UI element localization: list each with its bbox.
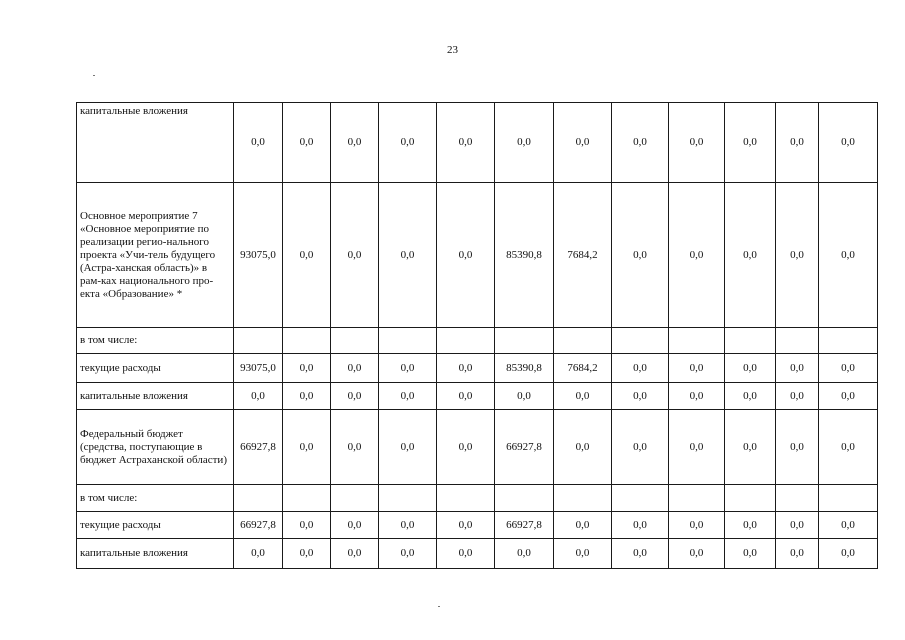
cell-value: 0,0: [612, 103, 669, 183]
cell-value: 0,0: [283, 383, 331, 410]
cell-value: 66927,8: [495, 512, 554, 539]
cell-value: [669, 328, 725, 354]
table-row: [77, 328, 878, 354]
cell-value: [331, 485, 379, 512]
cell-value: 93075,0: [234, 183, 283, 328]
row-label: в том числе:: [77, 485, 234, 512]
row-label: капитальные вложения: [77, 539, 234, 569]
cell-value: 0,0: [437, 383, 495, 410]
cell-value: 0,0: [283, 183, 331, 328]
cell-value: [379, 328, 437, 354]
cell-value: 0,0: [283, 512, 331, 539]
cell-value: 0,0: [437, 103, 495, 183]
cell-value: 0,0: [437, 183, 495, 328]
table-row: [77, 103, 878, 183]
table-row: [77, 383, 878, 410]
row-label: капитальные вложения: [77, 103, 234, 183]
cell-value: 0,0: [379, 512, 437, 539]
cell-value: 0,0: [725, 512, 776, 539]
cell-value: 0,0: [612, 539, 669, 569]
table-row: [77, 539, 878, 569]
cell-value: 0,0: [331, 539, 379, 569]
cell-value: 0,0: [819, 383, 878, 410]
cell-value: [283, 328, 331, 354]
row-label: текущие расходы: [77, 512, 234, 539]
table-row: [77, 410, 878, 485]
row-label: Федеральный бюджет (средства, поступающие в бюджет Астраханской области): [77, 410, 234, 485]
cell-value: 0,0: [725, 103, 776, 183]
cell-value: [331, 328, 379, 354]
cell-value: 0,0: [379, 383, 437, 410]
cell-value: [776, 328, 819, 354]
cell-value: 0,0: [379, 183, 437, 328]
cell-value: 0,0: [725, 539, 776, 569]
cell-value: [612, 328, 669, 354]
table-row: [77, 485, 878, 512]
row-label: текущие расходы: [77, 354, 234, 383]
cell-value: [612, 485, 669, 512]
cell-value: 0,0: [776, 410, 819, 485]
cell-value: 0,0: [379, 103, 437, 183]
cell-value: 0,0: [725, 354, 776, 383]
cell-value: [776, 485, 819, 512]
cell-value: [669, 485, 725, 512]
cell-value: 0,0: [554, 512, 612, 539]
cell-value: 0,0: [669, 183, 725, 328]
cell-value: [379, 485, 437, 512]
cell-value: 0,0: [554, 539, 612, 569]
cell-value: 0,0: [669, 512, 725, 539]
cell-value: [234, 328, 283, 354]
cell-value: 0,0: [379, 354, 437, 383]
cell-value: [234, 485, 283, 512]
cell-value: [554, 328, 612, 354]
cell-value: 66927,8: [495, 410, 554, 485]
table-body: [77, 103, 878, 569]
cell-value: 0,0: [776, 103, 819, 183]
cell-value: 85390,8: [495, 183, 554, 328]
cell-value: 0,0: [331, 103, 379, 183]
table-row: [77, 354, 878, 383]
cell-value: 0,0: [331, 183, 379, 328]
cell-value: 0,0: [725, 183, 776, 328]
cell-value: 0,0: [331, 410, 379, 485]
cell-value: 7684,2: [554, 354, 612, 383]
cell-value: 0,0: [612, 383, 669, 410]
cell-value: [725, 485, 776, 512]
cell-value: 0,0: [725, 383, 776, 410]
cell-value: 0,0: [437, 410, 495, 485]
cell-value: 0,0: [234, 103, 283, 183]
table-row: [77, 183, 878, 328]
cell-value: 0,0: [819, 410, 878, 485]
cell-value: 0,0: [331, 512, 379, 539]
row-label: в том числе:: [77, 328, 234, 354]
cell-value: 0,0: [495, 539, 554, 569]
cell-value: [819, 485, 878, 512]
cell-value: 0,0: [379, 410, 437, 485]
cell-value: [495, 485, 554, 512]
cell-value: 0,0: [819, 183, 878, 328]
cell-value: [819, 328, 878, 354]
page-number: 23: [447, 44, 458, 56]
cell-value: 0,0: [776, 512, 819, 539]
cell-value: 0,0: [725, 410, 776, 485]
cell-value: 85390,8: [495, 354, 554, 383]
cell-value: 0,0: [331, 354, 379, 383]
cell-value: 0,0: [669, 539, 725, 569]
cell-value: 0,0: [495, 103, 554, 183]
cell-value: [495, 328, 554, 354]
cell-value: 0,0: [669, 383, 725, 410]
cell-value: 66927,8: [234, 512, 283, 539]
cell-value: 0,0: [437, 354, 495, 383]
cell-value: 0,0: [776, 383, 819, 410]
cell-value: [437, 485, 495, 512]
row-label: Основное мероприятие 7 «Основное мероприятие по реализации регио-нального проекта «Учи-тель будущего (Астра-ханская область)» в рам-ках национального про-екта «Образование» *: [77, 183, 234, 328]
cell-value: 0,0: [554, 383, 612, 410]
cell-value: 7684,2: [554, 183, 612, 328]
cell-value: 0,0: [495, 383, 554, 410]
cell-value: [437, 328, 495, 354]
cell-value: 66927,8: [234, 410, 283, 485]
cell-value: 93075,0: [234, 354, 283, 383]
scan-speck: [93, 75, 95, 76]
cell-value: 0,0: [612, 354, 669, 383]
cell-value: 0,0: [612, 183, 669, 328]
cell-value: 0,0: [669, 410, 725, 485]
budget-table: [76, 102, 878, 569]
cell-value: 0,0: [283, 103, 331, 183]
cell-value: 0,0: [776, 354, 819, 383]
scan-speck: [438, 606, 440, 607]
cell-value: [554, 485, 612, 512]
cell-value: 0,0: [234, 539, 283, 569]
row-label: капитальные вложения: [77, 383, 234, 410]
cell-value: 0,0: [437, 512, 495, 539]
cell-value: 0,0: [819, 539, 878, 569]
cell-value: 0,0: [819, 354, 878, 383]
cell-value: 0,0: [554, 103, 612, 183]
table-row: [77, 512, 878, 539]
cell-value: 0,0: [669, 103, 725, 183]
cell-value: 0,0: [776, 539, 819, 569]
cell-value: 0,0: [283, 410, 331, 485]
cell-value: 0,0: [283, 539, 331, 569]
cell-value: 0,0: [612, 410, 669, 485]
cell-value: 0,0: [612, 512, 669, 539]
cell-value: 0,0: [669, 354, 725, 383]
cell-value: 0,0: [776, 183, 819, 328]
cell-value: 0,0: [234, 383, 283, 410]
cell-value: 0,0: [379, 539, 437, 569]
cell-value: 0,0: [819, 103, 878, 183]
cell-value: 0,0: [283, 354, 331, 383]
cell-value: [283, 485, 331, 512]
cell-value: [725, 328, 776, 354]
cell-value: 0,0: [819, 512, 878, 539]
cell-value: 0,0: [331, 383, 379, 410]
cell-value: 0,0: [437, 539, 495, 569]
cell-value: 0,0: [554, 410, 612, 485]
